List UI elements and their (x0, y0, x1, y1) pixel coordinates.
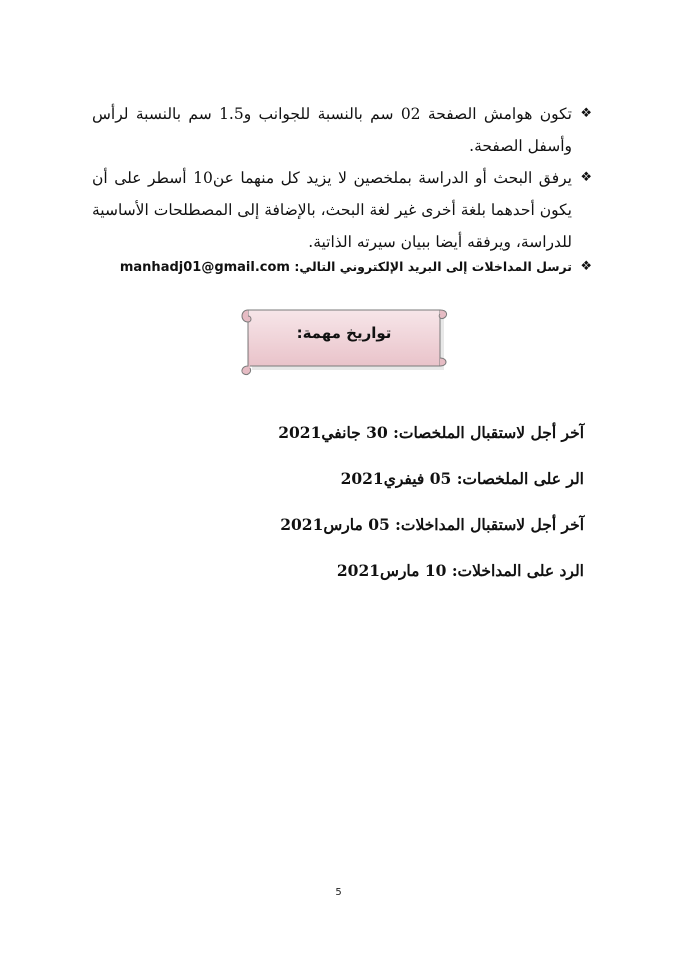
page-number: 5 (335, 887, 342, 898)
important-dates-banner (238, 302, 450, 378)
date-item: آخر أجل لاستقبال المداخلات: 05 مارس2021 (280, 515, 584, 534)
list-item (92, 162, 592, 258)
list-item-text: يرفق البحث أو الدراسة بملخصين لا يزيد كل منهما عن10 أسطر على أن يكون أحدهما بلغة أخرى غير لغة البحث، بالإضافة إلى المصطلحات الأساسية للدراسة، ويرفقه أيضا ببيان سيرته الذاتية. (92, 169, 572, 251)
list-item-text: ترسل المداخلات إلى البريد الإلكتروني التالي: (294, 259, 572, 274)
list-item (92, 98, 592, 162)
list-item (92, 254, 592, 281)
date-item: آخر أجل لاستقبال الملخصات: 30 جانفي2021 (278, 423, 584, 442)
list-item-text: تكون هوامش الصفحة 02 سم بالنسبة للجوانب و1.5 سم بالنسبة لرأس وأسفل الصفحة. (92, 105, 572, 155)
email-address: manhadj01@gmail.com (119, 260, 290, 275)
important-dates-list (160, 410, 584, 594)
date-item: الرد على المداخلات: 10 مارس2021 (336, 561, 584, 580)
date-item: الر على الملخصات: 05 فيفري2021 (340, 469, 584, 488)
banner-title: تواريخ مهمة: (296, 324, 392, 342)
requirements-list (92, 98, 592, 281)
diamond-bullet-icon: ❖ (580, 106, 592, 121)
diamond-bullet-icon: ❖ (580, 170, 592, 185)
diamond-bullet-icon: ❖ (580, 259, 592, 274)
